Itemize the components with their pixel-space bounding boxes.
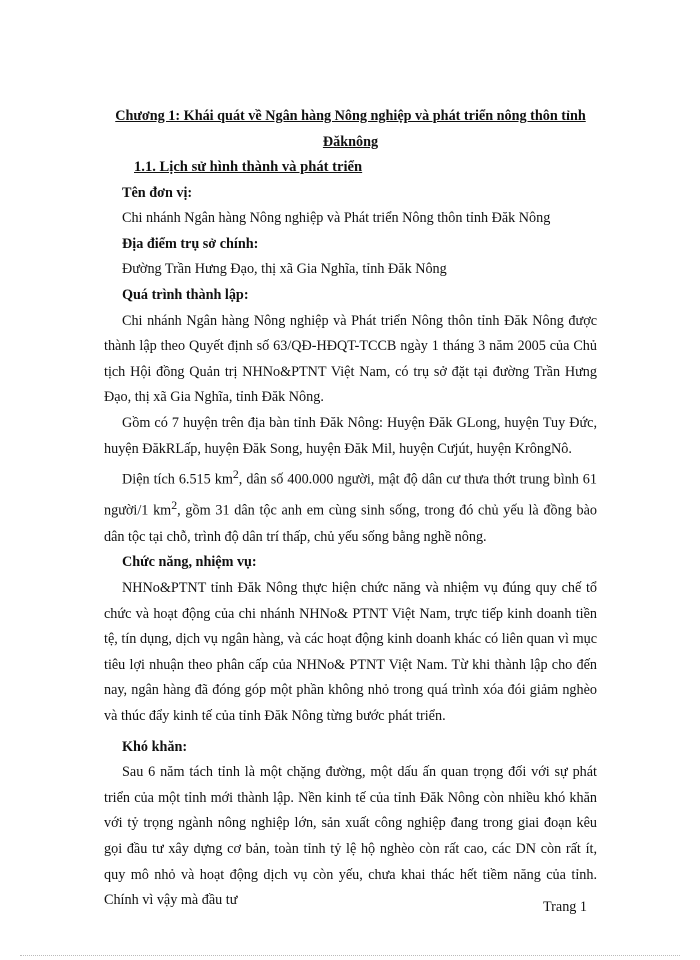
area-text: Diện tích 6.515 km (122, 471, 233, 488)
process-paragraph-2: Gồm có 7 huyện trên địa bàn tỉnh Đăk Nông: Huyện Đăk GLong, huyện Tuy Đức, huyện ĐăkRLấp, huyện Đăk Song, huyện Đăk Mil, huyện Cưjút, huyện KrôngNô. (104, 414, 597, 457)
hq-text: Đường Trần Hưng Đạo, thị xã Gia Nghĩa, tỉnh Đăk Nông (122, 261, 447, 278)
process-paragraph-3 (104, 462, 597, 550)
section-title: 1.1. Lịch sử hình thành và phát triển (134, 159, 363, 175)
superscript-density: 2 (171, 498, 178, 513)
difficulty-heading: Khó khăn: (122, 738, 188, 755)
difficulty-paragraph: Sau 6 năm tách tỉnh là một chặng đường, một dấu ấn quan trọng đối với sự phát triển của một tỉnh mới thành lập. Nền kinh tế của tỉnh Đăk Nông còn nhiều khó khăn với tỷ trọng ngành nông nghiệp lớn, sản xuất công nghiệp đang trong giai đoạn kêu gọi đầu tư xây dựng cơ bản, toàn tỉnh tỷ lệ hộ nghèo còn rất cao, các DN còn rất ít, quy mô nhỏ và hoạt động dịch vụ còn yếu, chưa khai thác hết tiềm năng của tỉnh. Chính vì vậy mà đầu tư (104, 764, 597, 909)
function-paragraph: NHNo&PTNT tỉnh Đăk Nông thực hiện chức năng và nhiệm vụ đúng quy chế tổ chức và hoạt động của chi nhánh NHNo& PTNT Việt Nam, trực tiếp kinh doanh tiền tệ, tín dụng, dịch vụ ngân hàng, và các hoạt động kinh doanh khác có liên quan vì mục tiêu lợi nhuận theo phân cấp của NHNo& PTNT Việt Nam. Từ khi thành lập cho đến nay, ngân hàng đã đóng góp một phần không nhỏ trong quá trình xóa đói giảm nghèo và thúc đẩy kinh tế của tỉnh Đăk Nông từng bước phát triển. (104, 579, 597, 724)
page-bottom-border (20, 955, 680, 956)
hq-heading: Địa điểm trụ sở chính: (122, 235, 259, 252)
superscript-area: 2 (232, 467, 239, 482)
unit-heading: Tên đơn vị: (122, 184, 193, 201)
function-heading: Chức năng, nhiệm vụ: (122, 554, 257, 571)
population-text: , dân số 400.000 người, mật độ dân cư thưa thớt trung bình 61 người/1 km (104, 471, 597, 520)
process-paragraph-1: Chi nhánh Ngân hàng Nông nghiệp và Phát triển Nông thôn tỉnh Đăk Nông được thành lập theo Quyết định số 63/QĐ-HĐQT-TCCB ngày 1 tháng 3 năm 2005 của Chủ tịch Hội đồng Quản trị NHNo&PTNT Việt Nam, có trụ sở đặt tại đường Trần Hưng Đạo, thị xã Gia Nghĩa, tỉnh Đăk Nông. (104, 312, 597, 406)
chapter-title: Chương 1: Khái quát về Ngân hàng Nông nghiệp và phát triển nông thôn tỉnh Đăknông (115, 108, 586, 150)
ethnic-text: , gồm 31 dân tộc anh em cùng sinh sống, trong đó chủ yếu là đồng bào dân tộc tại chỗ, trình độ dân trí thấp, chủ yếu sống bằng nghề nông. (104, 503, 597, 545)
unit-text: Chi nhánh Ngân hàng Nông nghiệp và Phát triển Nông thôn tỉnh Đăk Nông (122, 210, 551, 227)
process-heading: Quá trình thành lập: (122, 286, 249, 303)
page-number: Trang 1 (543, 899, 588, 915)
document-body (104, 103, 597, 914)
